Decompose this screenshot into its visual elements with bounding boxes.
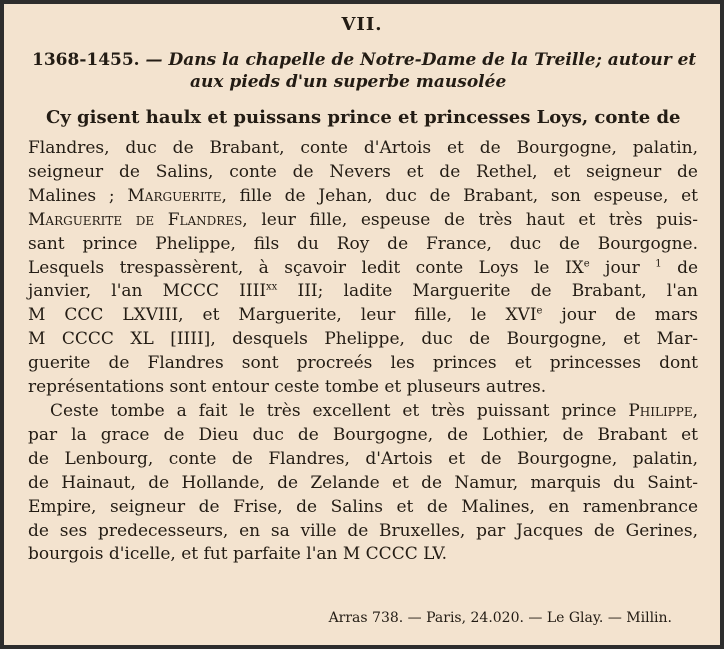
heading-dash: — (145, 50, 163, 70)
heading-dates: 1368-1455. (32, 50, 140, 70)
text-line: M CCCC XL [IIII], desquels Phelippe, duc de Bourgogne, et Mar- (28, 329, 698, 350)
text-line: représentations sont entour ceste tombe et pluseurs autres. (28, 377, 547, 398)
inscription-lead-line: Cy gisent haulx et puissans prince et princesses Loys, conte de (46, 107, 681, 128)
name-philippe: Philippe, (628, 400, 698, 421)
source-references: Arras 738. — Paris, 24.020. — Le Glay. — Millin. (328, 610, 672, 626)
text-line: de Hainaut, de Hollande, de Zelande et de Namur, marquis du Saint- (28, 472, 698, 493)
text-line: par la grace de Dieu duc de Bourgogne, de Lothier, de Brabant et (28, 424, 698, 445)
text-line: sant prince Phelippe, fils du Roy de France, duc de Bourgogne. (28, 233, 698, 254)
text-line: Ceste tombe a fait le très excellent et très puissant prince Philippe, (50, 400, 698, 421)
inscription-heading (32, 49, 700, 93)
chapter-number: VII. (341, 14, 383, 35)
name-marguerite-de-flandres: Marguerite de Flandres, (28, 209, 248, 230)
text-line: Marguerite de Flandres, leur fille, espeuse de très haut et très puis- (28, 209, 699, 230)
text-line: Lesquels trespassèrent, à sçavoir ledit conte Loys le IXe jour $^1$ de (28, 257, 699, 278)
text-line: janvier, l'an MCCC IIII$^{xx}$ III; ladite Marguerite de Brabant, l'an (28, 281, 698, 302)
text-line: de ses predecesseurs, en sa ville de Bruxelles, par Jacques de Gerines, (28, 520, 698, 541)
text-line: Empire, seigneur de Frise, de Salins et de Malines, en ramenbrance (28, 496, 698, 517)
text-line: de Lenbourg, conte de Flandres, d'Artois et de Bourgogne, palatin, (28, 448, 698, 469)
text-line: bourgois d'icelle, et fut parfaite l'an M CCCC LV. (28, 544, 448, 565)
text-line: M CCC LXVIII, et Marguerite, leur fille, le XVIe jour de mars (28, 305, 699, 326)
text-line: Malines ; Marguerite, fille de Jehan, duc de Brabant, son espeuse, et (28, 185, 699, 206)
text-line: Flandres, duc de Brabant, conte d'Artois et de Bourgogne, palatin, (28, 138, 698, 158)
heading-line-2: aux pieds d'un superbe mausolée (190, 72, 507, 92)
name-marguerite: Marguerite, (127, 185, 227, 206)
footnote-marker: 1 (655, 257, 662, 269)
text-line: guerite de Flandres sont procreés les princes et princesses dont (28, 353, 698, 374)
text-line: seigneur de Salins, conte de Nevers et de Rethel, et seigneur de (28, 161, 698, 182)
heading-line-1: Dans la chapelle de Notre-Dame de la Treille; autour et (168, 50, 697, 70)
inscription-body (28, 137, 698, 567)
